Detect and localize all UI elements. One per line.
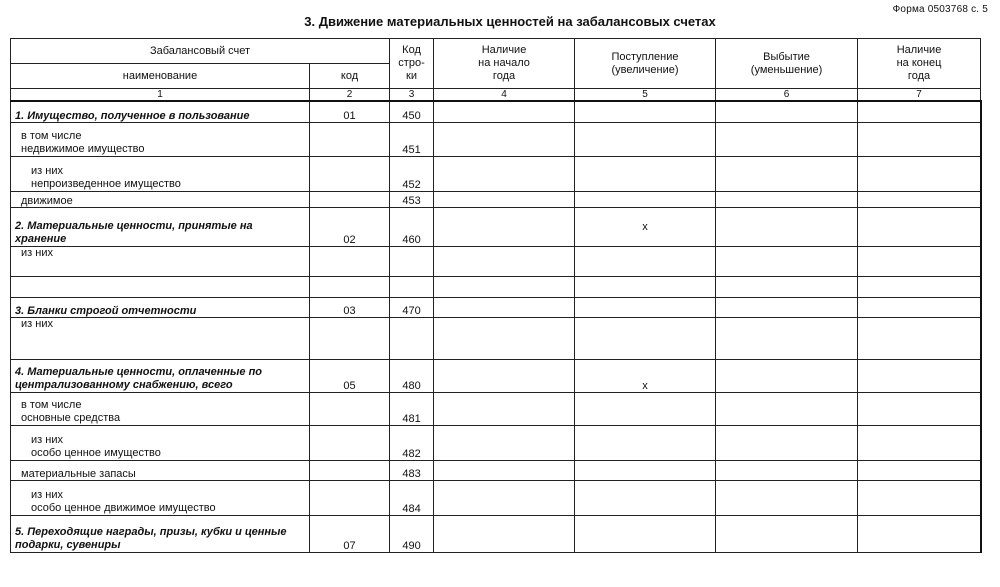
header-row-code: Код стро- ки — [390, 39, 434, 89]
row-460-sub-number — [390, 246, 434, 276]
cell-453-income[interactable] — [575, 191, 716, 207]
row-480-name: 4. Материальные ценности, оплаченные по централизованному снабжению, всего — [11, 359, 310, 392]
cell-blank-begin[interactable] — [434, 276, 575, 297]
cell-482-income[interactable] — [575, 425, 716, 460]
row-480-code: 05 — [310, 359, 390, 392]
row-470-code: 03 — [310, 297, 390, 317]
cell-460-end[interactable] — [858, 207, 981, 246]
cell-470-outflow[interactable] — [716, 297, 858, 317]
row-490-code: 07 — [310, 515, 390, 552]
cell-483-income[interactable] — [575, 460, 716, 480]
cell-482-outflow[interactable] — [716, 425, 858, 460]
row-453-name: движимое — [11, 191, 310, 207]
cell-482-begin[interactable] — [434, 425, 575, 460]
cell-450-outflow[interactable] — [716, 101, 858, 122]
cell-460-begin[interactable] — [434, 207, 575, 246]
cell-453-end[interactable] — [858, 191, 981, 207]
header-outflow: Выбытие (уменьшение) — [716, 39, 858, 89]
cell-452-begin[interactable] — [434, 156, 575, 191]
page-title: 3. Движение материальных ценностей на забалансовых счетах — [304, 14, 716, 29]
row-blank-code — [310, 276, 390, 297]
row-483-number: 483 — [390, 460, 434, 480]
cell-460-income[interactable]: х — [575, 207, 716, 246]
cell-452-income[interactable] — [575, 156, 716, 191]
cell-484-end[interactable] — [858, 480, 981, 515]
header-end-year: Наличие на конец года — [858, 39, 981, 89]
cell-460-outflow[interactable] — [716, 207, 858, 246]
row-451-name: в том числе недвижимое имущество — [11, 122, 310, 156]
col-number-6: 6 — [716, 89, 858, 102]
cell-460-sub-income[interactable] — [575, 246, 716, 276]
cell-452-end[interactable] — [858, 156, 981, 191]
cell-480-outflow[interactable] — [716, 359, 858, 392]
cell-453-outflow[interactable] — [716, 191, 858, 207]
cell-470-sub-begin[interactable] — [434, 317, 575, 359]
row-484-name: из них особо ценное движимое имущество — [11, 480, 310, 515]
row-470-sub-code — [310, 317, 390, 359]
row-452-number: 452 — [390, 156, 434, 191]
cell-blank-income[interactable] — [575, 276, 716, 297]
cell-453-begin[interactable] — [434, 191, 575, 207]
row-450-number: 450 — [390, 101, 434, 122]
cell-490-income[interactable] — [575, 515, 716, 552]
cell-470-end[interactable] — [858, 297, 981, 317]
row-480-number: 480 — [390, 359, 434, 392]
row-451-number: 451 — [390, 122, 434, 156]
row-484-code — [310, 480, 390, 515]
header-code: код — [310, 64, 390, 89]
header-name: наименование — [11, 64, 310, 89]
header-account: Забалансовый счет — [11, 39, 390, 64]
cell-483-outflow[interactable] — [716, 460, 858, 480]
row-481-name: в том числе основные средства — [11, 392, 310, 425]
row-453-code — [310, 191, 390, 207]
row-450-name: 1. Имущество, полученное в пользование — [11, 101, 310, 122]
cell-481-begin[interactable] — [434, 392, 575, 425]
col-number-1: 1 — [11, 89, 310, 102]
cell-470-sub-income[interactable] — [575, 317, 716, 359]
row-452-name: из них непроизведенное имущество — [11, 156, 310, 191]
cell-451-income[interactable] — [575, 122, 716, 156]
row-470-name: 3. Бланки строгой отчетности — [11, 297, 310, 317]
cell-481-outflow[interactable] — [716, 392, 858, 425]
cell-490-begin[interactable] — [434, 515, 575, 552]
cell-480-begin[interactable] — [434, 359, 575, 392]
cell-480-income[interactable]: х — [575, 359, 716, 392]
cell-470-begin[interactable] — [434, 297, 575, 317]
row-452-code — [310, 156, 390, 191]
off-balance-table — [10, 38, 982, 553]
header-income: Поступление (увеличение) — [575, 39, 716, 89]
cell-470-sub-outflow[interactable] — [716, 317, 858, 359]
cell-470-income[interactable] — [575, 297, 716, 317]
col-number-4: 4 — [434, 89, 575, 102]
cell-490-outflow[interactable] — [716, 515, 858, 552]
row-blank-name — [11, 276, 310, 297]
col-number-7: 7 — [858, 89, 981, 102]
row-481-number: 481 — [390, 392, 434, 425]
cell-481-income[interactable] — [575, 392, 716, 425]
cell-460-sub-end[interactable] — [858, 246, 981, 276]
cell-452-outflow[interactable] — [716, 156, 858, 191]
cell-450-begin[interactable] — [434, 101, 575, 122]
cell-484-income[interactable] — [575, 480, 716, 515]
col-number-3: 3 — [390, 89, 434, 102]
header-begin-year: Наличие на начало года — [434, 39, 575, 89]
row-482-name: из них особо ценное имущество — [11, 425, 310, 460]
cell-482-end[interactable] — [858, 425, 981, 460]
row-484-number: 484 — [390, 480, 434, 515]
cell-483-begin[interactable] — [434, 460, 575, 480]
cell-484-outflow[interactable] — [716, 480, 858, 515]
row-470-sub-number — [390, 317, 434, 359]
row-450-code: 01 — [310, 101, 390, 122]
row-481-code — [310, 392, 390, 425]
row-451-code — [310, 122, 390, 156]
cell-470-sub-end[interactable] — [858, 317, 981, 359]
row-482-code — [310, 425, 390, 460]
cell-450-income[interactable] — [575, 101, 716, 122]
row-460-sub-code — [310, 246, 390, 276]
cell-460-sub-outflow[interactable] — [716, 246, 858, 276]
row-483-code — [310, 460, 390, 480]
cell-483-end[interactable] — [858, 460, 981, 480]
row-453-number: 453 — [390, 191, 434, 207]
row-460-name: 2. Материальные ценности, принятые на хранение — [11, 207, 310, 246]
cell-480-end[interactable] — [858, 359, 981, 392]
cell-460-sub-begin[interactable] — [434, 246, 575, 276]
row-482-number: 482 — [390, 425, 434, 460]
form-id: Форма 0503768 с. 5 — [892, 4, 988, 15]
row-470-sub-name: из них — [11, 317, 310, 359]
cell-451-outflow[interactable] — [716, 122, 858, 156]
cell-blank-outflow[interactable] — [716, 276, 858, 297]
row-460-number: 460 — [390, 207, 434, 246]
col-number-2: 2 — [310, 89, 390, 102]
row-490-number: 490 — [390, 515, 434, 552]
row-483-name: материальные запасы — [11, 460, 310, 480]
row-460-sub-name: из них — [11, 246, 310, 276]
cell-451-begin[interactable] — [434, 122, 575, 156]
cell-481-end[interactable] — [858, 392, 981, 425]
cell-450-end[interactable] — [858, 101, 981, 122]
col-number-5: 5 — [575, 89, 716, 102]
row-blank-number — [390, 276, 434, 297]
row-470-number: 470 — [390, 297, 434, 317]
cell-blank-end[interactable] — [858, 276, 981, 297]
cell-484-begin[interactable] — [434, 480, 575, 515]
row-460-code: 02 — [310, 207, 390, 246]
row-490-name: 5. Переходящие награды, призы, кубки и ценные подарки, сувениры — [11, 515, 310, 552]
cell-490-end[interactable] — [858, 515, 981, 552]
cell-451-end[interactable] — [858, 122, 981, 156]
